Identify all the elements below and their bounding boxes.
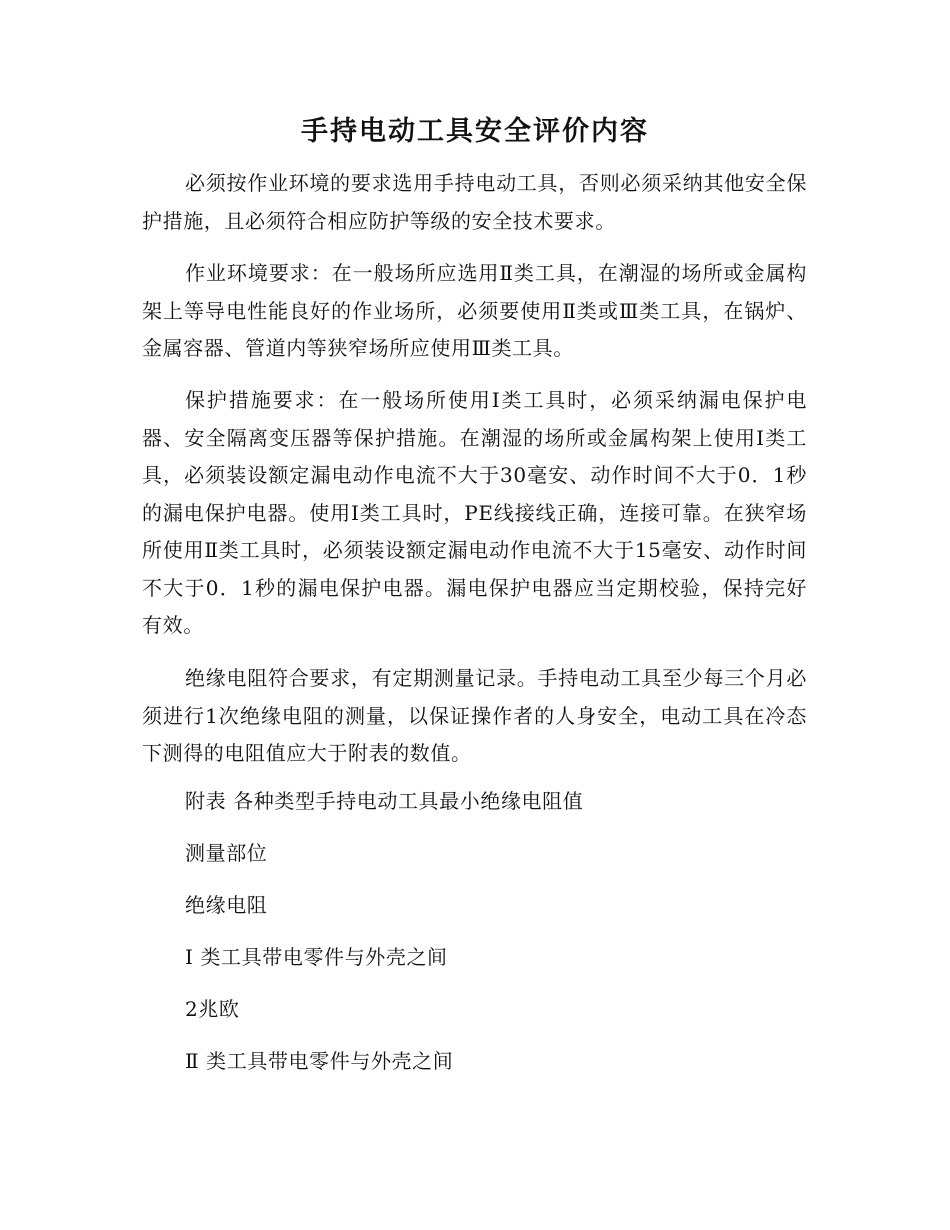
document-title: 手持电动工具安全评价内容 bbox=[301, 116, 649, 147]
table-cell-class-2-part: Ⅱ 类工具带电零件与外壳之间 bbox=[185, 1049, 454, 1073]
table-cell-class-1-part: Ⅰ 类工具带电零件与外壳之间 bbox=[185, 945, 448, 969]
paragraph-insulation-resistance: 绝缘电阻符合要求，有定期测量记录。手持电动工具至少每三个月必须进行1次绝缘电阻的测量，以保证操作者的人身安全，电动工具在冷态下测得的电阻值应大于附表的数值。 bbox=[142, 666, 807, 765]
appendix-table-caption: 附表 各种类型手持电动工具最小绝缘电阻值 bbox=[185, 789, 584, 813]
table-cell-class-1-value: 2兆欧 bbox=[185, 997, 240, 1021]
table-header-measurement-part: 测量部位 bbox=[185, 841, 268, 865]
paragraph-protection-requirements: 保护措施要求：在一般场所使用Ⅰ类工具时，必须采纳漏电保护电器、安全隔离变压器等保护措施。在潮湿的场所或金属构架上使用Ⅰ类工具，必须装设额定漏电动作电流不大于30毫安、动作时间不大于0．1秒的漏电保护电器。使用Ⅰ类工具时，PE线接线正确，连接可靠。在狭窄场所使用Ⅱ类工具时，必须装设额定漏电动作电流不大于15毫安、动作时间不大于0．1秒的漏电保护电器。漏电保护电器应当定期校验，保持完好有效。 bbox=[142, 388, 807, 637]
paragraph-environment-requirements: 作业环境要求：在一般场所应选用Ⅱ类工具，在潮湿的场所或金属构架上等导电性能良好的作业场所，必须要使用Ⅱ类或Ⅲ类工具，在锅炉、金属容器、管道内等狭窄场所应使用Ⅲ类工具。 bbox=[142, 261, 807, 360]
paragraph-tool-selection: 必须按作业环境的要求选用手持电动工具，否则必须采纳其他安全保护措施，且必须符合相应防护等级的安全技术要求。 bbox=[142, 171, 807, 233]
table-header-insulation-resistance: 绝缘电阻 bbox=[185, 893, 268, 917]
